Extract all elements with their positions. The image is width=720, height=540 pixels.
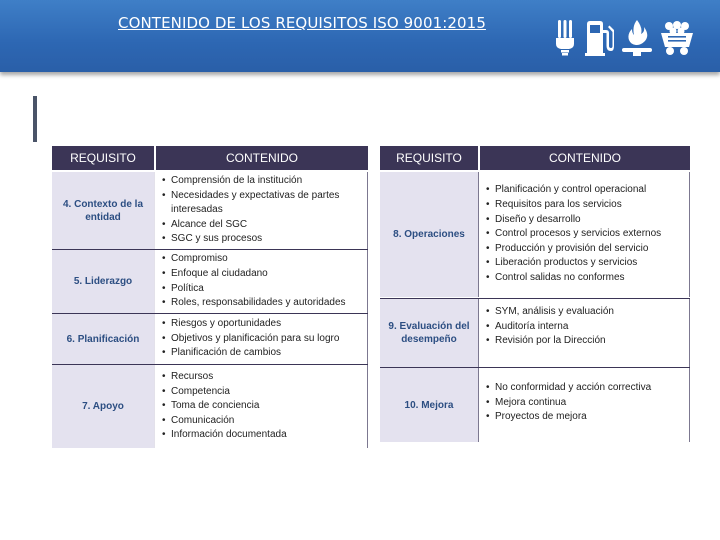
list-item: • SGC y sus procesos <box>162 232 363 247</box>
list-item: • Revisión por la Dirección <box>486 334 614 349</box>
list-item: • Auditoría interna <box>486 320 614 335</box>
list-item: • Comprensión de la institución <box>162 174 363 189</box>
contenido-list <box>162 317 339 361</box>
list-item: • Política <box>162 282 346 297</box>
list-item: • Liberación productos y servicios <box>486 256 661 271</box>
list-item: • Enfoque al ciudadano <box>162 267 346 282</box>
list-item: • Control salidas no conformes <box>486 271 661 286</box>
requisito-cell-liderazgo: 5. Liderazgo <box>52 250 154 313</box>
list-item: • Objetivos y planificación para su logro <box>162 332 339 347</box>
contenido-list <box>162 174 363 247</box>
list-item: • Control procesos y servicios externos <box>486 227 661 242</box>
title-banner <box>0 0 720 72</box>
accent-bar <box>33 96 37 142</box>
list-item: • Riesgos y oportunidades <box>162 317 339 332</box>
page-title: CONTENIDO DE LOS REQUISITOS ISO 9001:2015 <box>118 14 486 32</box>
list-item: • Comunicación <box>162 414 287 429</box>
contenido-cell-mejora <box>478 368 690 442</box>
contenido-list <box>162 252 346 310</box>
requisito-cell-planificacion: 6. Planificación <box>52 314 154 364</box>
list-item: • Mejora continua <box>486 396 651 411</box>
requisito-cell-contexto: 4. Contexto de la entidad <box>52 172 154 249</box>
list-item: • Planificación y control operacional <box>486 183 661 198</box>
header-contenido-right: CONTENIDO <box>480 146 690 170</box>
list-item: • SYM, análisis y evaluación <box>486 305 614 320</box>
list-item: • Información documentada <box>162 428 287 443</box>
list-item: • Compromiso <box>162 252 346 267</box>
list-item: • Requisitos para los servicios <box>486 198 661 213</box>
requisito-cell-evaluacion: 9. Evaluación del desempeño <box>380 299 478 367</box>
contenido-cell-contexto <box>154 172 368 249</box>
list-item: • No conformidad y acción correctiva <box>486 381 651 396</box>
contenido-list <box>486 183 661 285</box>
header-requisito-right: REQUISITO <box>380 146 478 170</box>
requisito-cell-apoyo: 7. Apoyo <box>52 365 154 448</box>
contenido-list <box>486 381 651 425</box>
list-item: • Roles, responsabilidades y autoridades <box>162 296 346 311</box>
contenido-cell-operaciones <box>478 172 690 297</box>
list-item: • Producción y provisión del servicio <box>486 242 661 257</box>
contenido-list <box>162 370 287 443</box>
list-item: • Necesidades y expectativas de partes interesadas <box>162 189 363 218</box>
list-item: • Competencia <box>162 385 287 400</box>
header-contenido: CONTENIDO <box>156 146 368 170</box>
gas-flame-icon <box>622 20 652 56</box>
fuel-pump-icon <box>584 20 614 56</box>
requisito-cell-mejora: 10. Mejora <box>380 368 478 442</box>
list-item: • Recursos <box>162 370 287 385</box>
requisito-cell-operaciones: 8. Operaciones <box>380 172 478 297</box>
contenido-list <box>486 305 614 349</box>
list-item: • Alcance del SGC <box>162 218 363 233</box>
list-item: • Planificación de cambios <box>162 346 339 361</box>
list-item: • Toma de conciencia <box>162 399 287 414</box>
list-item: • Proyectos de mejora <box>486 410 651 425</box>
lightbulb-icon <box>554 20 576 56</box>
contenido-cell-evaluacion <box>478 299 690 367</box>
banner-icons <box>554 16 694 56</box>
contenido-cell-apoyo <box>154 365 368 448</box>
header-requisito: REQUISITO <box>52 146 154 170</box>
mining-cart-icon <box>660 20 694 56</box>
list-item: • Diseño y desarrollo <box>486 213 661 228</box>
contenido-cell-liderazgo <box>154 250 368 313</box>
contenido-cell-planificacion <box>154 314 368 364</box>
